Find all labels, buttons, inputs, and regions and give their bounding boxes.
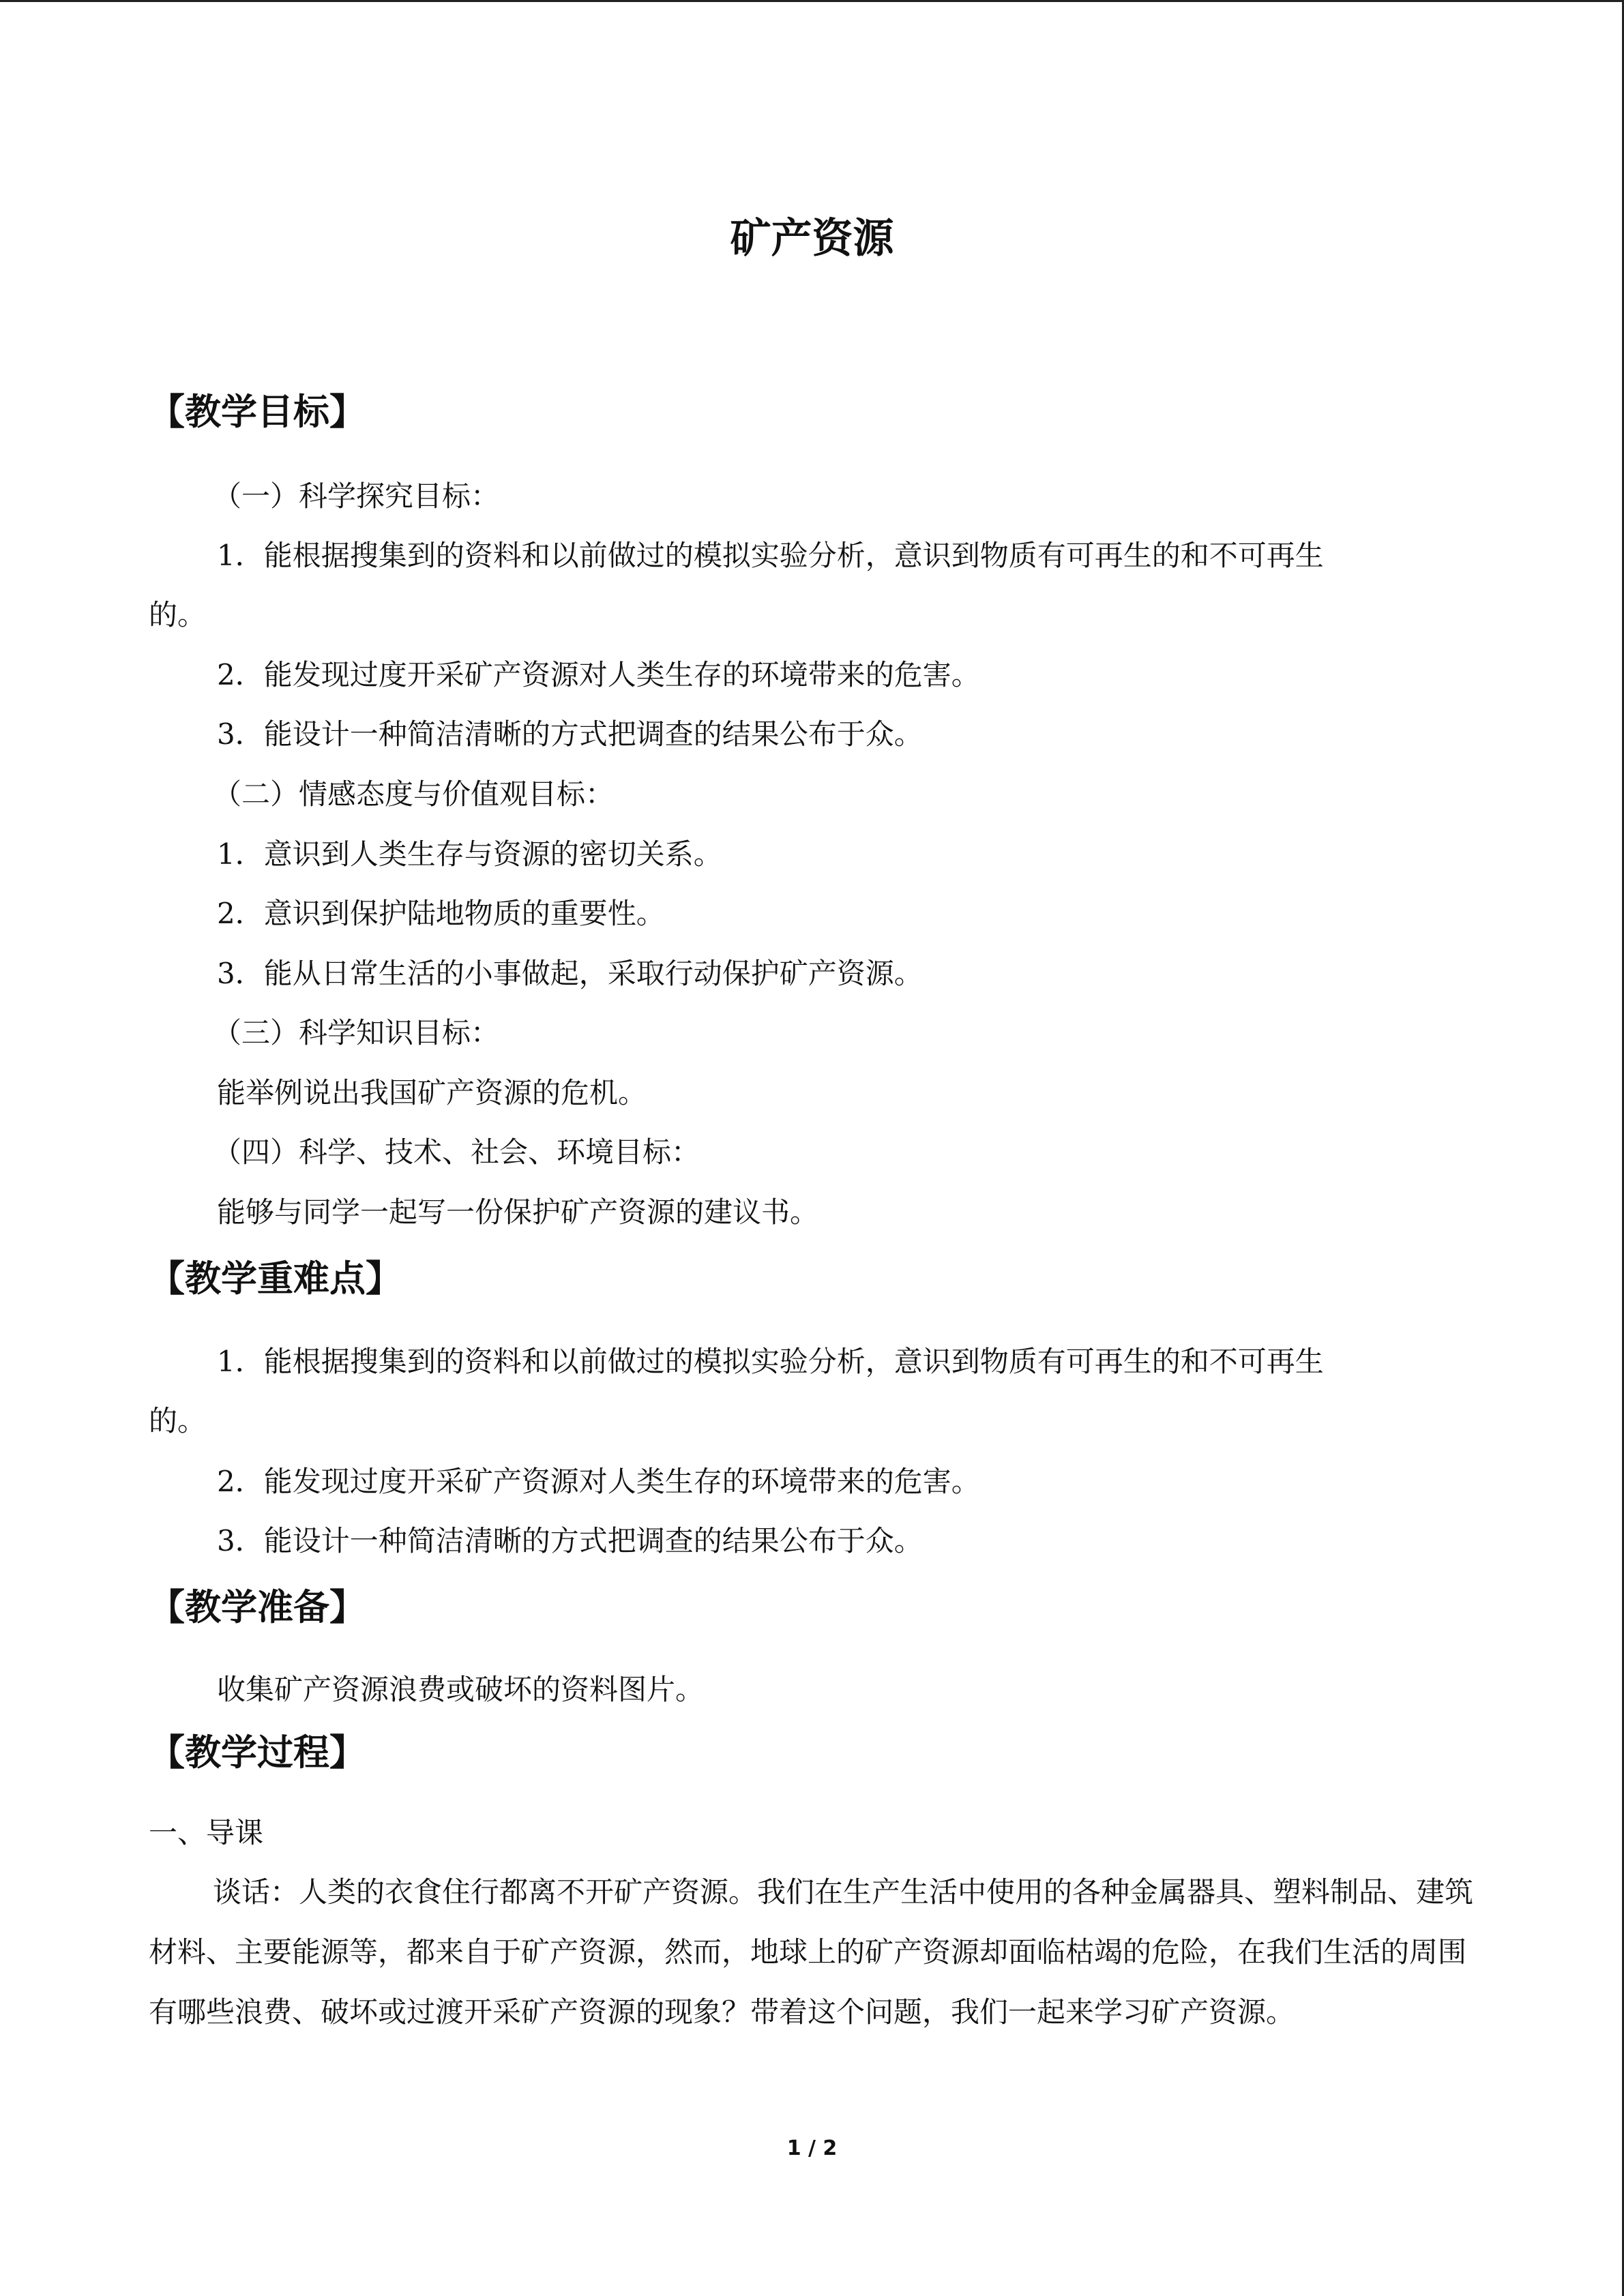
preparation-text: 收集矿产资源浪费或破坏的资料图片。 (217, 1673, 705, 1706)
process-heading: 【教学过程】 (149, 1732, 366, 1774)
objectives-item1-3: 3．能设计一种简洁清晰的方式把调查的结果公布于众。 (217, 717, 923, 751)
objectives-item1-1a: 1．能根据搜集到的资料和以前做过的模拟实验分析，意识到物质有可再生的和不可再生 (217, 539, 1324, 572)
key-points-item2: 2．能发现过度开采矿产资源对人类生存的环境带来的危害。 (217, 1465, 980, 1498)
document-title: 矿产资源 (730, 215, 894, 263)
objectives-item1-2: 2．能发现过度开采矿产资源对人类生存的环境带来的危害。 (217, 658, 980, 691)
objectives-heading: 【教学目标】 (149, 391, 366, 433)
preparation-heading: 【教学准备】 (149, 1587, 366, 1628)
page-number: 1 / 2 (786, 2136, 838, 2160)
key-points-heading: 【教学重难点】 (149, 1258, 402, 1300)
key-points-item1b: 的。 (149, 1404, 207, 1437)
objectives-item2-2: 2．意识到保护陆地物质的重要性。 (217, 897, 665, 930)
process-paragraph: 谈话：人类的衣食住行都离不开矿产资源。我们在生产生活中使用的各种金属器具、塑料制品、建筑材料、主要能源等，都来自于矿产资源，然而，地球上的矿产资源却面临枯竭的危险，在我们生活的周围有哪些浪费、破坏或过渡开采矿产资源的现象？带着这个问题，我们一起来学习矿产资源。 (149, 1875, 1474, 2029)
objectives-item2-3: 3．能从日常生活的小事做起，采取行动保护矿产资源。 (217, 957, 923, 990)
objectives-item1-1b: 的。 (149, 598, 207, 631)
objectives-sub4: （四）科学、技术、社会、环境目标： (213, 1135, 700, 1169)
objectives-sub2: （二）情感态度与价值观目标： (213, 777, 615, 811)
page-border-top (0, 0, 1624, 2)
key-points-item1a: 1．能根据搜集到的资料和以前做过的模拟实验分析，意识到物质有可再生的和不可再生 (217, 1345, 1324, 1378)
objectives-sub3: （三）科学知识目标： (213, 1016, 500, 1049)
objectives-item4-1: 能够与同学一起写一份保护矿产资源的建议书。 (217, 1195, 819, 1229)
key-points-item3: 3．能设计一种简洁清晰的方式把调查的结果公布于众。 (217, 1524, 923, 1557)
process-sub1: 一、导课 (149, 1816, 264, 1849)
objectives-item3-1: 能举例说出我国矿产资源的危机。 (217, 1076, 647, 1109)
objectives-sub1: （一）科学探究目标： (213, 479, 500, 513)
objectives-item2-1: 1．意识到人类生存与资源的密切关系。 (217, 837, 722, 871)
